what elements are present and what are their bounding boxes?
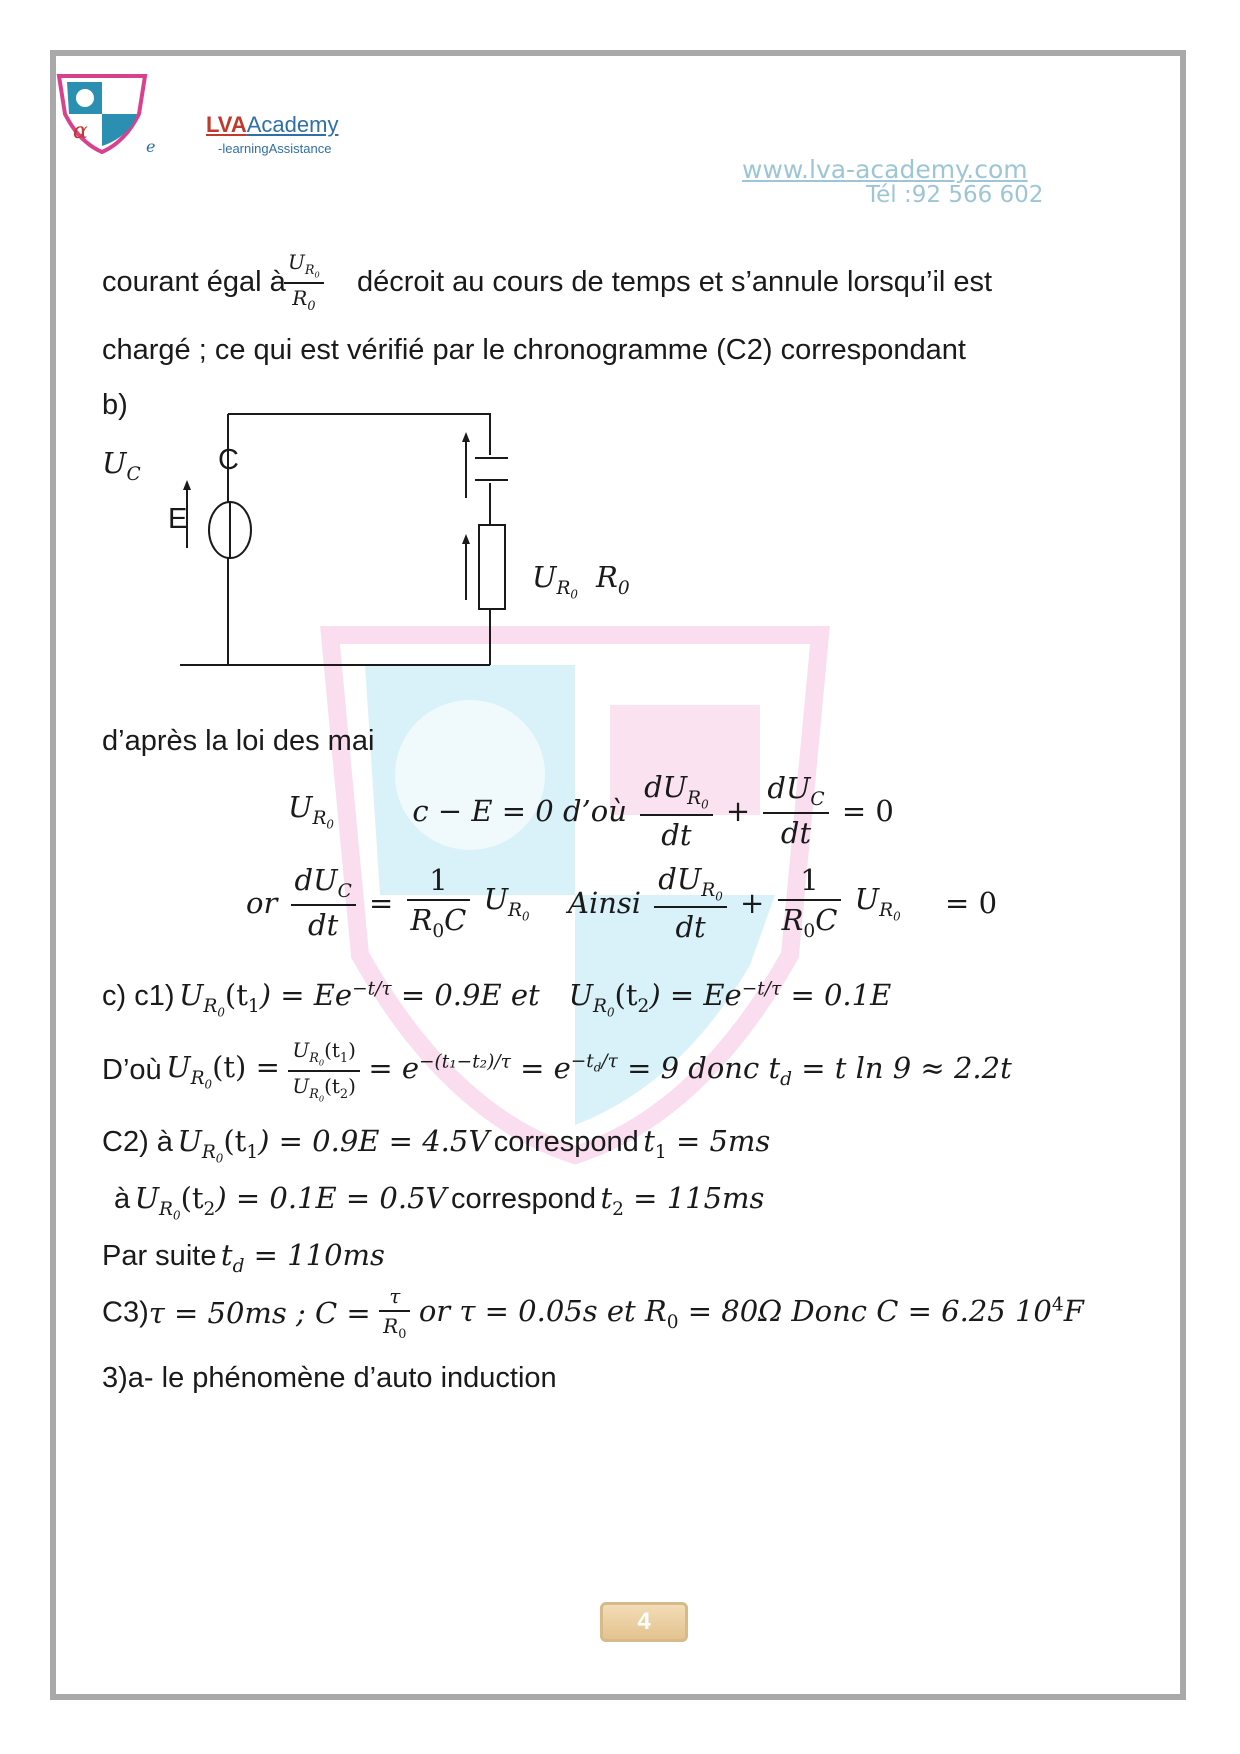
label-r0: $R_0$ [596, 560, 630, 599]
page-number-badge: 4 [600, 1602, 688, 1642]
line1-fraction: $\frac{U_{R_0}}{R_0}$ [280, 250, 328, 314]
c2-line-1: C2) à $U_{R_0}(t_1) = 0.9E = 4.5V$ correspond $t_1 = 5ms$ [102, 1124, 771, 1166]
phone-number: Tél :92 566 602 [866, 182, 1044, 208]
equation-2: or $\frac{dU_C}{dt}$ = $\frac{1}{R_0C}$ $U_{R_0}$ Ainsi $\frac{dU_{R_0}}{dt}$ + $\frac{1}{R_0C}$ $U_{R_0} = 0$ [246, 862, 998, 944]
par-suite-line: Par suite $t_d = 110ms$ [102, 1238, 385, 1277]
brand-name [206, 112, 338, 138]
dou-line: D’où $U_{R_0}(t)$ = $\frac{U_{R_0}(t_1)}{U_{R_0}(t_2)}$ = $e^{-(t_1-t_2)/\tau} = e^{-t_d/\tau} = 9$ donc $t_d = t$ ln 9 ≈ 2.2t [102, 1038, 1012, 1104]
brand-subtitle: -learningAssistance [218, 141, 332, 156]
c3-line: C3)τ = 50ms ; C = $\frac{\tau}{R_0}$ or τ = 0.05s et $R_0 = 80\Omega$ Donc C = 6.25 $10^4F$ [102, 1284, 1084, 1342]
brand-lva: LVA [206, 112, 247, 137]
label-c: C [218, 444, 239, 476]
rc-circuit-diagram [150, 400, 670, 680]
label-e: E [168, 503, 188, 535]
equation-1: $U_{R_0}$ c − E = 0 d’où $\frac{dU_{R_0}}{dt}$ + $\frac{dU_C}{dt}$ = 0 [288, 770, 894, 852]
part-b-label: b) [102, 389, 128, 421]
label-ur0: $U_{R_0}$ [532, 560, 578, 602]
line1-text-b: décroit au cours de temps et s’annule lorsqu’il est [357, 266, 993, 298]
line2-text: chargé ; ce qui est vérifié par le chronogramme (C2) correspondant [102, 334, 966, 366]
label-uc: $U_C$ [102, 446, 141, 485]
website-link[interactable]: www.lva-academy.com [742, 155, 1028, 184]
last-line: 3)a- le phénomène d’auto induction [102, 1362, 557, 1394]
c1-line: c) c1) $U_{R_0}(t_1) = Ee^{-t/\tau} = 0.9E$ et $U_{R_0}(t_2) = Ee^{-t/\tau} = 0.1E$ [102, 978, 892, 1020]
loi-mailles-text: d’après la loi des mai [102, 725, 375, 757]
lva-logo-icon [55, 72, 150, 154]
c2-line-2: à $U_{R_0}(t_2) = 0.1E = 0.5V$ correspond $t_2 = 115ms$ [114, 1181, 765, 1223]
brand-e: e [146, 137, 156, 156]
brand-academy: Academy [246, 112, 339, 137]
svg-text:α: α [73, 119, 88, 144]
line1-text-a: courant égal à [102, 266, 286, 298]
